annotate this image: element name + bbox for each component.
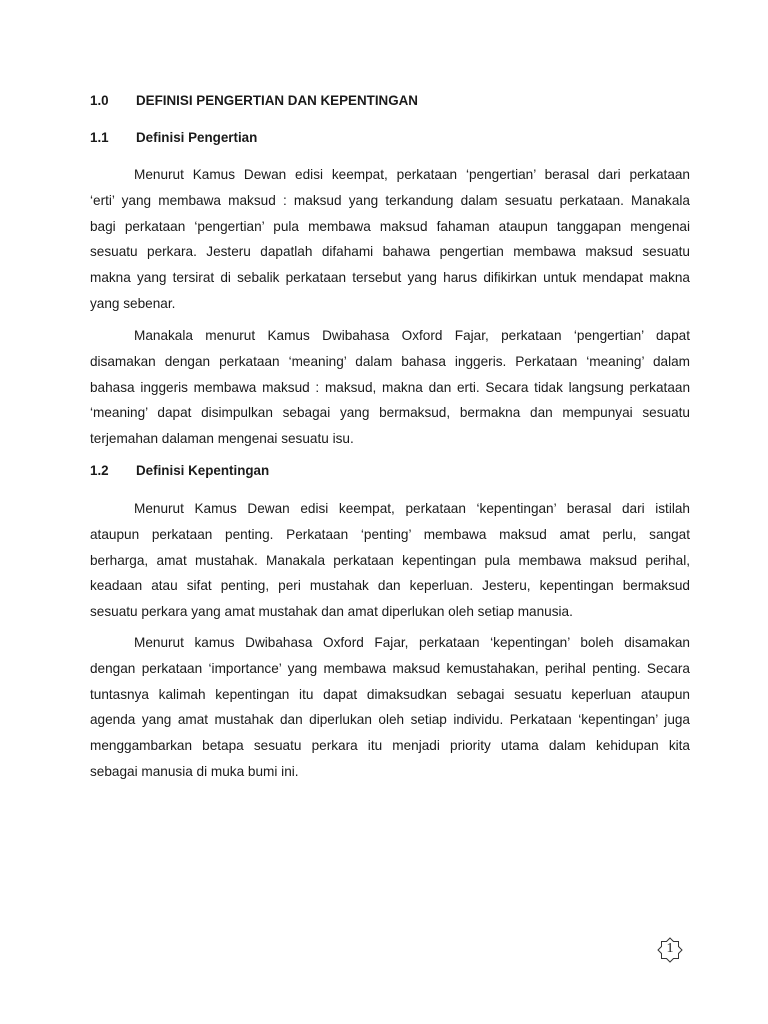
text-line: bagi perkataan ‘pengertian’ pula membawa maksud fahaman ataupun tanggapan mengenai bbox=[90, 218, 690, 234]
section-number: 1.1 bbox=[90, 130, 109, 145]
text-line: agenda yang amat mustahak dan diperlukan oleh setiap individu. Perkataan ‘kepentingan’ juga bbox=[90, 712, 690, 728]
paragraph-pengertian-2 bbox=[90, 323, 690, 452]
text-line: sesuatu perkara yang amat mustahak dan amat diperlukan oleh setiap manusia. bbox=[90, 604, 573, 620]
section-number: 1.0 bbox=[90, 93, 109, 108]
text-line: sebagai manusia di muka bumi ini. bbox=[90, 763, 299, 779]
text-line: ‘meaning’ dapat disimpulkan sebagai yang bermaksud, bermakna dan mempunyai sesuatu bbox=[90, 405, 690, 421]
paragraph-kepentingan-2 bbox=[90, 630, 690, 785]
text-line: makna yang tersirat di sebalik perkataan tersebut yang harus difikirkan untuk mendapat makna bbox=[90, 270, 690, 286]
text-line: Menurut kamus Dwibahasa Oxford Fajar, perkataan ‘kepentingan’ boleh disamakan bbox=[134, 635, 690, 650]
section-number: 1.2 bbox=[90, 463, 109, 478]
section-title: DEFINISI PENGERTIAN DAN KEPENTINGAN bbox=[136, 93, 418, 108]
paragraph-pengertian-1 bbox=[90, 162, 690, 317]
text-line: Menurut Kamus Dewan edisi keempat, perkataan ‘pengertian’ berasal dari perkataan bbox=[134, 167, 690, 182]
section-title: Definisi Kepentingan bbox=[136, 463, 270, 478]
text-line: dengan perkataan ‘importance’ yang membawa maksud kemustahakan, perihal penting. Secara bbox=[90, 660, 690, 676]
text-line: Manakala menurut Kamus Dwibahasa Oxford Fajar, perkataan ‘pengertian’ dapat bbox=[134, 328, 690, 343]
text-line: keadaan atau sifat penting, peri mustahak dan keperluan. Jesteru, kepentingan bermaksud bbox=[90, 578, 690, 594]
text-line: disamakan dengan perkataan ‘meaning’ dalam bahasa inggeris. Perkataan ‘meaning’ dalam bbox=[90, 353, 690, 369]
paragraph-kepentingan-1 bbox=[90, 496, 690, 625]
page-number-badge bbox=[657, 937, 683, 963]
text-line: berharga, amat mustahak. Manakala perkataan kepentingan pula membawa maksud perihal, bbox=[90, 552, 690, 568]
text-line: Menurut Kamus Dewan edisi keempat, perkataan ‘kepentingan’ berasal dari istilah bbox=[134, 501, 690, 516]
section-title: Definisi Pengertian bbox=[136, 130, 258, 145]
text-line: bahasa inggeris membawa maksud : maksud, makna dan erti. Secara tidak langsung perkataan bbox=[90, 379, 690, 395]
heading-1-0 bbox=[90, 88, 690, 114]
text-line: ‘erti’ yang membawa maksud : maksud yang terkandung dalam sesuatu perkataan. Manakala bbox=[90, 192, 690, 208]
text-line: ataupun perkataan penting. Perkataan ‘penting’ membawa maksud amat perlu, sangat bbox=[90, 526, 690, 542]
heading-1-1 bbox=[90, 125, 690, 151]
text-line: tuntasnya kalimah kepentingan itu dapat dimaksudkan sebagai sesuatu keperluan ataupun bbox=[90, 686, 690, 702]
text-line: menggambarkan betapa sesuatu perkara itu menjadi priority utama dalam kehidupan kita bbox=[90, 738, 690, 754]
text-line: terjemahan dalaman mengenai sesuatu isu. bbox=[90, 431, 354, 447]
heading-1-2 bbox=[90, 458, 690, 484]
text-line: yang sebenar. bbox=[90, 295, 176, 311]
text-line: sesuatu perkara. Jesteru dapatlah difahami bahawa pengertian membawa maksud sesuatu bbox=[90, 244, 690, 260]
page-number: 1 bbox=[666, 941, 674, 956]
